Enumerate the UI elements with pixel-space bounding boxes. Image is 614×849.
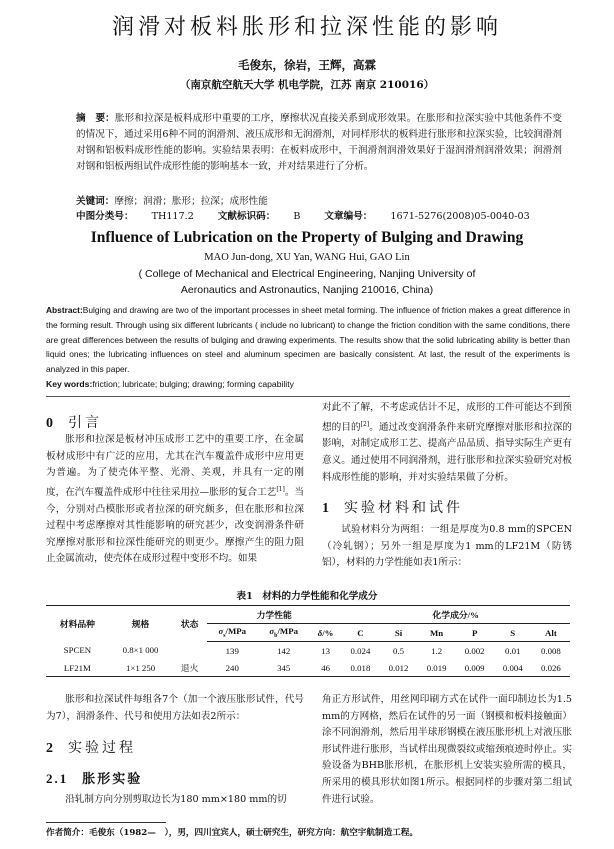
section-number: 2 [46,741,56,756]
table-cell: 0.024 [350,645,371,656]
section-number: 1 [322,501,332,516]
bulging-paragraph-continued [322,692,572,808]
th-p: P [456,624,494,642]
table-cell: 退火 [172,659,207,677]
table-cell: 0.5 [393,645,405,656]
table-cell: 0.004 [494,659,532,677]
table-cell: 0.019 [418,659,456,677]
clc-label: 中图分类号： [76,211,134,222]
affiliation-cn: （南京航空航天大学 机电学院，江苏 南京 210016） [179,79,435,91]
th-s: S [494,624,532,642]
specimen-text: 胀形和拉深试件每组各7个（加一个液压胀形试件，代号为7），润滑条件、代号和使用方法如表2所示： [46,694,304,722]
section-title: 实验材料和试件 [344,500,463,516]
clc-value: TH117.2 [151,211,194,222]
abstract-en [46,303,570,377]
citation-1: [1] [276,485,285,493]
table-cell: 345 [258,659,310,677]
abstract-cn-text: 胀形和拉深是板料成形中重要的工序，摩擦状况直接关系到成形效果。在胀形和拉深实验中其他条件不变的情况下，通过采用6种不同的润滑剂、液压成形和无润滑剂，对同样形状的板料进行胀形和拉深实验，比较润滑剂对钢和铝板料成形性能的影响。实验结果表明：在板料成形中，干润滑剂润滑效果好于湿润滑剂润滑效果；润滑剂对钢和铝板两组试件成形性能的影响基本一致，并对结果进行了分析。 [76,113,562,172]
doc-code-value: B [293,211,301,222]
subsection-title: 胀形实验 [82,772,143,787]
th-state: 状态 [172,606,207,642]
paper-title-cn: 润滑对板料胀形和拉深性能的影响 [111,15,502,40]
article-no-label: 文章编号： [324,211,373,222]
keywords-cn-text: 摩擦；润滑；胀形；拉深；成形性能 [114,196,268,207]
paper-title-en: Influence of Lubrication on the Property of Bulging and Drawing [90,229,524,246]
th-c: C [341,624,379,642]
table-cell [172,642,207,660]
th-alt: Alt [532,624,570,642]
table-cell: 0.008 [541,645,561,656]
authors-en: MAO Jun-dong, XU Yan, WANG Hui, GAO Lin [204,252,410,263]
article-no-value: 1671-5276(2008)05-0040-03 [390,211,530,222]
th-tensile-strength: $\sigma_b$/MPa [258,624,310,642]
th-si: Si [379,624,417,642]
table-row [46,642,570,660]
table-caption: 表1 材料的力学性能和化学成分 [236,591,378,602]
keywords-en-text: friction; lubricate; bulging; drawing; forming capability [92,379,294,389]
section-title: 引言 [68,415,102,431]
intro-text: 胀形和拉深是板材冲压成形工艺中的重要工序，在金属板材成形中有广泛的应用，尤其在汽车覆盖件成形中应用更为普遍。为了使壳体平整、光滑、美观，并具有一定的刚度，在汽车覆盖件成形中往往采用拉—胀形的复合工艺 [46,434,304,498]
abstract-en-label: Abstract: [46,305,83,315]
keywords-cn [76,193,562,207]
intro-cont-text: 对此不了解，不考虑或估计不足，成形的工件可能达不到预想的目的 [322,402,572,433]
section-heading-intro [46,412,102,432]
keywords-cn-label: 关键词： [76,196,115,207]
doc-code-label: 文献标识码： [217,211,276,222]
footnote-divider [46,822,166,823]
th-yield-strength: $\sigma_s$/MPa [207,624,258,642]
author-footnote: 作者简介：毛俊东（1982— ），男，四川宜宾人，硕士研究生，研究方向：航空宇航制造工程。 [46,828,418,838]
th-elongation: δ/% [310,624,342,642]
th-spec: 规格 [109,606,173,642]
table-cell: 0.8×1 000 [122,645,159,656]
abstract-cn [76,111,562,175]
table-cell: 1×1 250 [109,659,173,677]
intro-cont-tail: 。通过改变润滑条件来研究摩擦对胀形和拉深的影响，对制定成形工艺、提高产品品质、指导实际生产更有意义。通过使用不同润滑剂，进行胀形和拉深实验研究对板料成形性能的影响，并对实验结果做了分析。 [322,421,573,483]
bulging-text: 沿轧制方向分别剪取边长为180 mm×180 mm的切 [65,794,287,805]
th-chemical: 化学成分/% [341,606,570,624]
table-cell: 0.012 [379,659,417,677]
header-divider [46,396,570,397]
table-cell: 0.009 [456,659,494,677]
materials-paragraph [322,522,572,572]
table-row [46,659,570,677]
table-cell: 13 [321,645,330,656]
affiliation-en [0,266,614,298]
bulging-cont-text: 角正方形试件，用丝网印刷方式在试件一面印制边长为1.5 mm的方网格，然后在试件的另一面（钢模和板料接触面）涂不同润滑剂，然后用半球形钢模在液压胀形机上对液压胀形试件进行胀形，当试样出现微裂纹或缩颈痕迹时停止。实验设备为BHB胀形机，在胀形机上安装实验所需的模具，所采用的模具形状如图1所示。根据同样的步骤对第二组试件进行试验。 [322,694,572,805]
table-cell: SPCEN [63,645,92,656]
specimen-paragraph [46,692,304,725]
classification-line [76,208,562,222]
material-properties-table [46,605,570,677]
section-number: 0 [46,416,56,431]
abstract-en-text: Bulging and drawing are two of the important processes in sheet metal forming. The influence of friction makes a great difference in the forming result. Through using six different lubricants ( include no lubricant) to change the friction condition with the same conditions, there are great differences between the results of bulging and drawing experiments. The results show that the solid lubricating ability is better than liquid ones; the lubricating influences on steel and aluminum specimen are basically consistent. At last, the result of the experiments is analyzed in this paper. [46,305,570,375]
intro-paragraph [46,432,304,568]
intro-paragraph-continued [322,400,572,486]
section-heading-process [46,737,136,757]
abstract-cn-label: 摘 要： [76,113,115,124]
affiliation-en-line1: ( College of Mechanical and Electrical Engineering, Nanjing University of [138,268,476,280]
table-cell: 0.018 [341,659,379,677]
table-cell: 1.2 [431,645,443,656]
th-mn: Mn [418,624,456,642]
intro-text-tail: 。当今，分别对凸模胀形或者拉深的研究颇多，但在胀形和拉深过程中考虑摩擦对其性能影响的研究甚少，改变润滑条件研究摩擦对胀形和拉深性能研究的则更少。摩擦产生的阻力阻止金属流动，使壳体在成形过程中变形不均。如果 [46,486,305,565]
citation-2: [2] [360,420,370,428]
table-cell: 139 [225,645,239,656]
keywords-en-label: Key words: [46,379,93,389]
table-cell: 46 [310,659,342,677]
table-cell: 142 [277,645,291,656]
bulging-paragraph [46,792,304,809]
authors-cn: 毛俊东，徐岩，王辉，高霖 [238,58,376,72]
table-cell: 0.01 [505,645,521,656]
th-mechanical: 力学性能 [207,606,341,624]
th-material: 材料品种 [46,606,109,642]
materials-text: 试验材料分为两组：一组是厚度为0.8 mm的SPCEN（冷轧钢）；另外一组是厚度为1 mm的LF21M（防锈铝），材料的力学性能如表1所示： [322,524,572,569]
table-cell: 0.026 [532,659,570,677]
table-cell: 240 [207,659,258,677]
subsection-number: 2.1 [46,771,69,786]
section-title: 实验过程 [68,740,136,756]
section-heading-materials [322,497,463,517]
affiliation-en-line2: Aeronautics and Astronautics, Nanjing 210016, China) [180,284,434,296]
keywords-en [46,379,570,389]
subsection-heading-bulging [46,768,142,787]
table-cell: LF21M [46,659,109,677]
table-cell: 0.002 [464,645,485,656]
